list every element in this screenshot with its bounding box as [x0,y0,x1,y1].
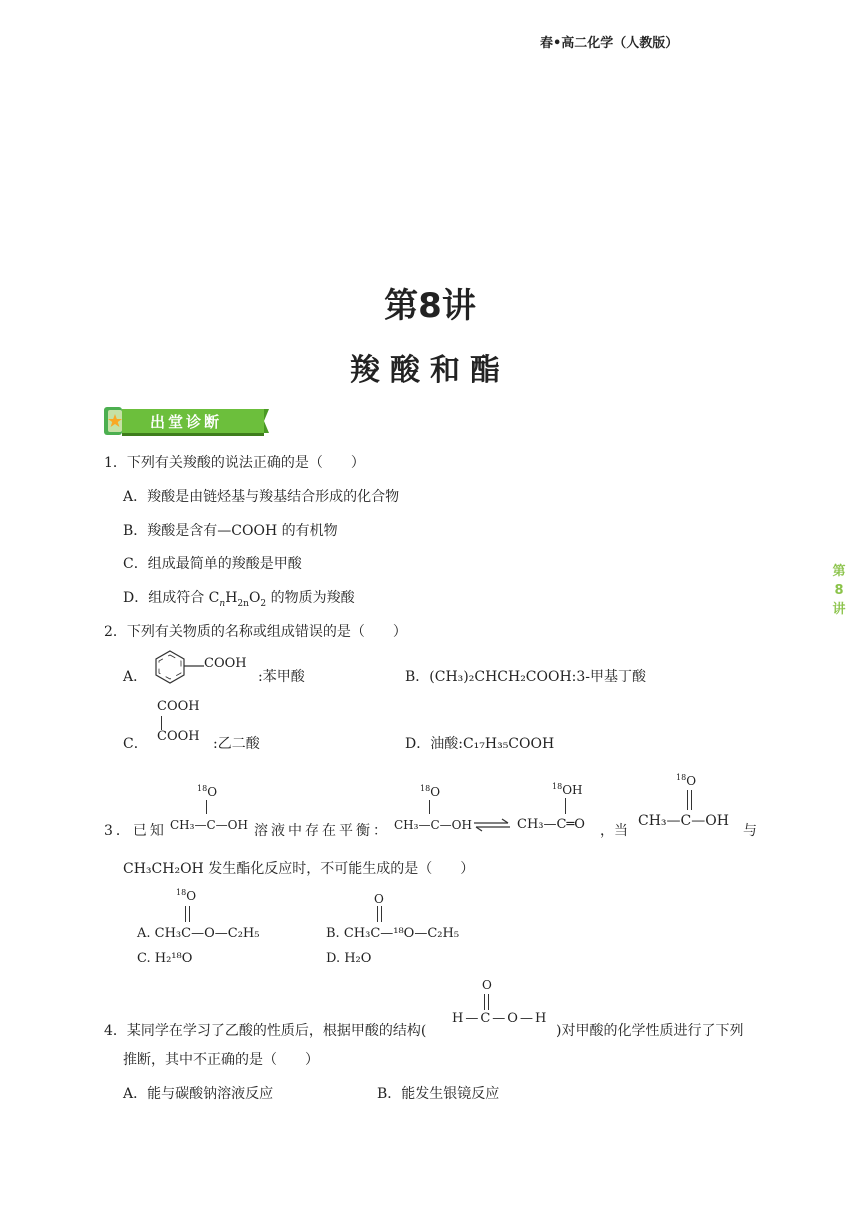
q2-option-a-name: :苯甲酸 [258,669,305,685]
q2-option-b: B．(CH₃)₂CHCH₂COOH:3-甲基丁酸 [405,669,647,685]
q1-option-c: C．组成最简单的羧酸是甲酸 [123,556,302,572]
question-3-line2: CH₃CH₂OH 发生酯化反应时，不可能生成的是（ ） [123,861,475,877]
q3-option-c: C. H₂¹⁸O [137,951,193,966]
q2-option-d: D．油酸:C₁₇H₃₅COOH [405,736,555,752]
question-1-stem: 1．下列有关羧酸的说法正确的是（ ） [104,455,365,471]
q2-option-c-bottom: COOH [157,729,200,744]
side-tab [826,562,852,619]
q1-option-d: D．组成符合 $C_nH_{2n}O_2$ 的物质为羧酸 [123,590,355,609]
enol-formula: CH₃—C═O [517,817,585,832]
side-tab-char: 讲 [832,602,846,617]
q2-option-c-top: COOH [157,699,200,714]
q3-option-b: B. CH₃C—¹⁸O—C₂H₅ [326,926,460,941]
question-3-prefix: 3．已知 [104,823,167,839]
side-tab-char: 8 [834,583,844,598]
q3-option-d: D. H₂O [326,951,372,966]
question-4-line1-end: )对甲酸的化学性质进行了下列 [556,1023,744,1039]
q4-option-a: A．能与碳酸钠溶液反应 [123,1086,274,1102]
benzene-ring-icon [152,650,212,684]
q4-option-b: B．能发生银镜反应 [377,1086,500,1102]
question-3-when: ，当 [600,823,628,839]
page-header: 春•高二化学（人教版） [540,36,679,51]
acetic-acid-formula: CH₃—C—OH [170,818,248,832]
q2-option-c-name: :乙二酸 [213,736,260,752]
q1-option-b: B．羧酸是含有—COOH 的有机物 [123,523,338,539]
question-3-and: 与 [743,823,757,839]
question-4-line1-start: 4．某同学在学习了乙酸的性质后，根据甲酸的结构( [104,1023,427,1039]
q1-option-a: A．羧酸是由链烃基与羧基结合形成的化合物 [123,489,400,505]
bond-line [161,716,162,730]
equilibrium-arrow-icon [472,818,512,832]
q3-option-a: A. CH₃C—O—C₂H₅ [137,926,260,941]
lecture-number: 第8讲 [384,286,476,326]
side-tab-char: 第 [832,564,846,579]
section-banner [102,404,270,438]
question-2-stem: 2．下列有关物质的名称或组成错误的是（ ） [104,624,407,640]
question-4-line2: 推断，其中不正确的是（ ） [123,1052,319,1068]
q2-option-a-label: A． [123,669,148,685]
acetic-acid-formula: CH₃—C—OH [638,813,729,829]
q2-option-c-label: C． [123,736,148,752]
lesson-title: 羧酸和酯 [350,353,510,388]
question-3-mid: 溶液中存在平衡： [254,823,390,839]
banner-label: 出堂诊断 [150,413,223,431]
formic-acid-structure: H—C—O—H [452,1011,549,1026]
q2-option-a-formula: COOH [204,656,247,671]
acetic-acid-formula: CH₃—C—OH [394,818,472,832]
